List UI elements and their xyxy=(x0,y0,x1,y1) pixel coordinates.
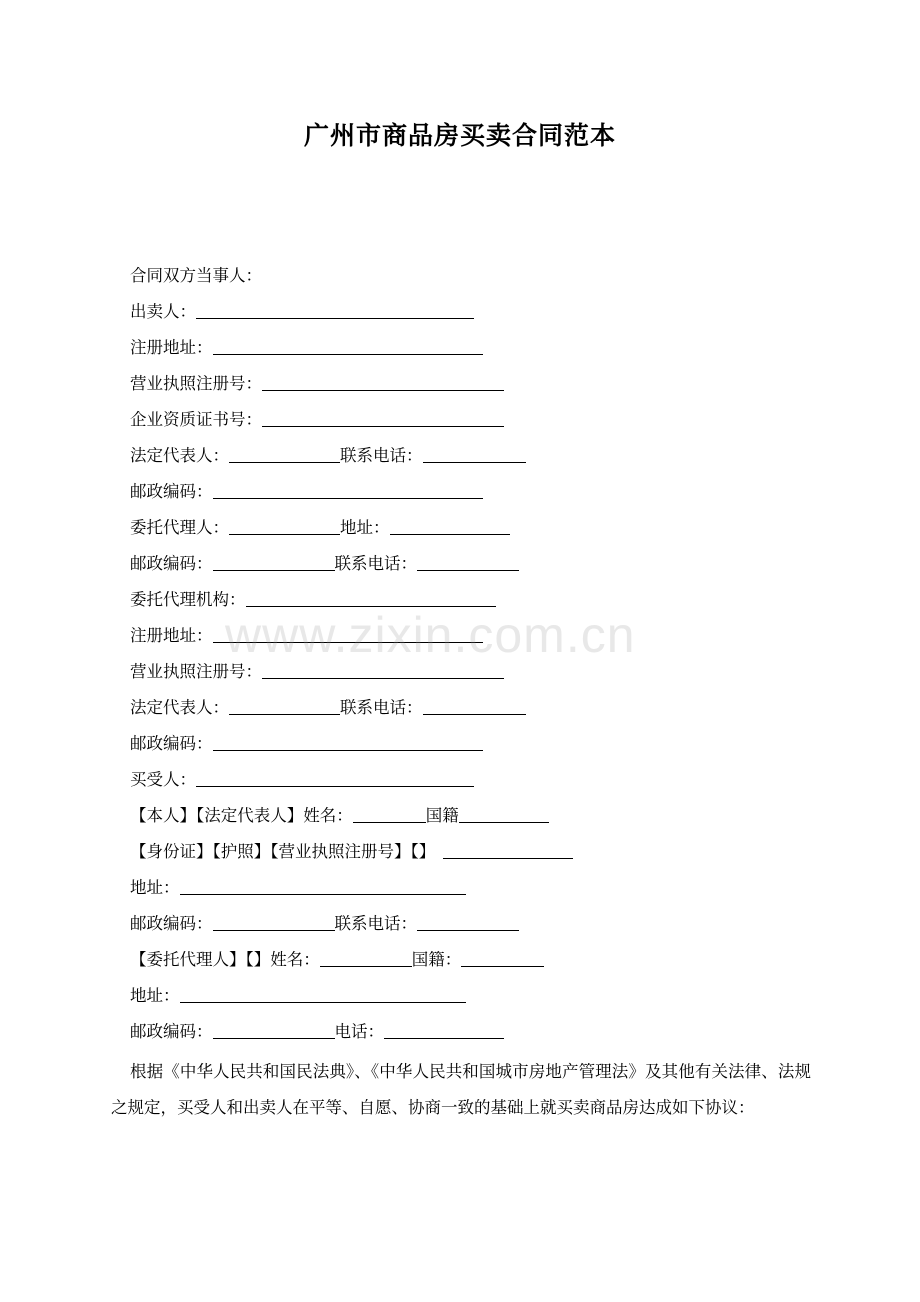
field-label: 注册地址： xyxy=(130,338,213,357)
blank-field[interactable] xyxy=(423,444,526,463)
blank-field[interactable] xyxy=(213,552,335,571)
blank-field[interactable] xyxy=(423,696,526,715)
agency-legal-rep-line xyxy=(130,695,526,721)
seller-agent-line xyxy=(130,515,510,541)
blank-field[interactable] xyxy=(384,1020,504,1039)
blank-field[interactable] xyxy=(417,552,519,571)
agency-line xyxy=(130,587,496,613)
field-label: 营业执照注册号： xyxy=(130,662,262,681)
seller-legal-rep-line xyxy=(130,443,526,469)
blank-field[interactable] xyxy=(417,912,519,931)
blank-field[interactable] xyxy=(213,732,483,751)
buyer-id-line xyxy=(130,839,573,865)
field-label: 法定代表人： xyxy=(130,698,229,717)
buyer-name-line xyxy=(130,803,549,829)
blank-field[interactable] xyxy=(180,984,466,1003)
blank-field[interactable] xyxy=(213,1020,335,1039)
seller-address-line xyxy=(130,335,483,361)
blank-field[interactable] xyxy=(461,948,544,967)
field-label: 邮政编码： xyxy=(130,482,213,501)
buyer-address-line xyxy=(130,875,466,901)
field-label: 【本人】【法定代表人】姓名： xyxy=(130,806,353,825)
parties-heading xyxy=(130,263,262,289)
field-label: 邮政编码： xyxy=(130,1022,213,1041)
field-label: 邮政编码： xyxy=(130,554,213,573)
blank-field[interactable] xyxy=(353,804,426,823)
agency-address-line xyxy=(130,623,483,649)
blank-field[interactable] xyxy=(229,516,340,535)
field-label: 地址： xyxy=(130,878,180,897)
field-label: 国籍： xyxy=(411,950,462,969)
field-label: 委托代理机构： xyxy=(130,590,246,609)
field-label: 【委托代理人】【】姓名： xyxy=(130,950,320,969)
blank-field[interactable] xyxy=(213,624,483,643)
seller-qualification-line xyxy=(130,407,504,433)
field-label: 联系电话： xyxy=(334,554,417,573)
field-label: 地址： xyxy=(340,518,390,537)
buyer-postcode-line xyxy=(130,911,519,937)
blank-field[interactable] xyxy=(262,660,504,679)
field-label: 买受人： xyxy=(130,770,196,789)
seller-postcode-line xyxy=(130,479,483,505)
agency-license-line xyxy=(130,659,504,685)
buyer-line xyxy=(130,767,474,793)
field-label: 国籍 xyxy=(425,806,459,825)
blank-field[interactable] xyxy=(213,912,335,931)
blank-field[interactable] xyxy=(320,948,412,967)
agency-postcode-line xyxy=(130,731,483,757)
blank-field[interactable] xyxy=(196,768,474,787)
blank-field[interactable] xyxy=(262,372,504,391)
blank-field[interactable] xyxy=(180,876,466,895)
field-label: 出卖人： xyxy=(130,302,196,321)
blank-field[interactable] xyxy=(213,480,483,499)
seller-license-line xyxy=(130,371,504,397)
field-label: 营业执照注册号： xyxy=(130,374,262,393)
buyer-agent-postcode-line xyxy=(130,1019,504,1045)
field-label: 企业资质证书号： xyxy=(130,410,262,429)
field-label: 联系电话： xyxy=(340,446,423,465)
seller-agent-postcode-line xyxy=(130,551,519,577)
seller-line xyxy=(130,299,474,325)
agreement-paragraph: 根据《中华人民共和国民法典》、《中华人民共和国城市房地产管理法》及其他有关法律、法规之规定，买受人和出卖人在平等、自愿、协商一致的基础上就买卖商品房达成如下协议： xyxy=(111,1062,811,1117)
field-label: 邮政编码： xyxy=(130,734,213,753)
watermark: www.zixin.com.cn xyxy=(225,607,636,663)
blank-field[interactable] xyxy=(390,516,510,535)
field-label: 合同双方当事人： xyxy=(130,266,262,285)
field-label: 委托代理人： xyxy=(130,518,229,537)
blank-field[interactable] xyxy=(262,408,504,427)
field-label: 联系电话： xyxy=(334,914,417,933)
field-label: 地址： xyxy=(130,986,180,1005)
blank-field[interactable] xyxy=(213,336,483,355)
field-label: 邮政编码： xyxy=(130,914,213,933)
buyer-agent-line xyxy=(130,947,544,973)
field-label: 电话： xyxy=(334,1022,384,1041)
field-label: 法定代表人： xyxy=(130,446,229,465)
blank-field[interactable] xyxy=(196,300,474,319)
blank-field[interactable] xyxy=(246,588,496,607)
buyer-agent-address-line xyxy=(130,983,466,1009)
field-label: 联系电话： xyxy=(340,698,423,717)
document-title: 广州市商品房买卖合同范本 xyxy=(303,121,616,150)
field-label: 注册地址： xyxy=(130,626,213,645)
field-label: 【身份证】【护照】【营业执照注册号】【】 xyxy=(130,842,436,861)
blank-field[interactable] xyxy=(459,804,549,823)
blank-field[interactable] xyxy=(229,444,340,463)
blank-field[interactable] xyxy=(443,840,573,859)
blank-field[interactable] xyxy=(229,696,340,715)
